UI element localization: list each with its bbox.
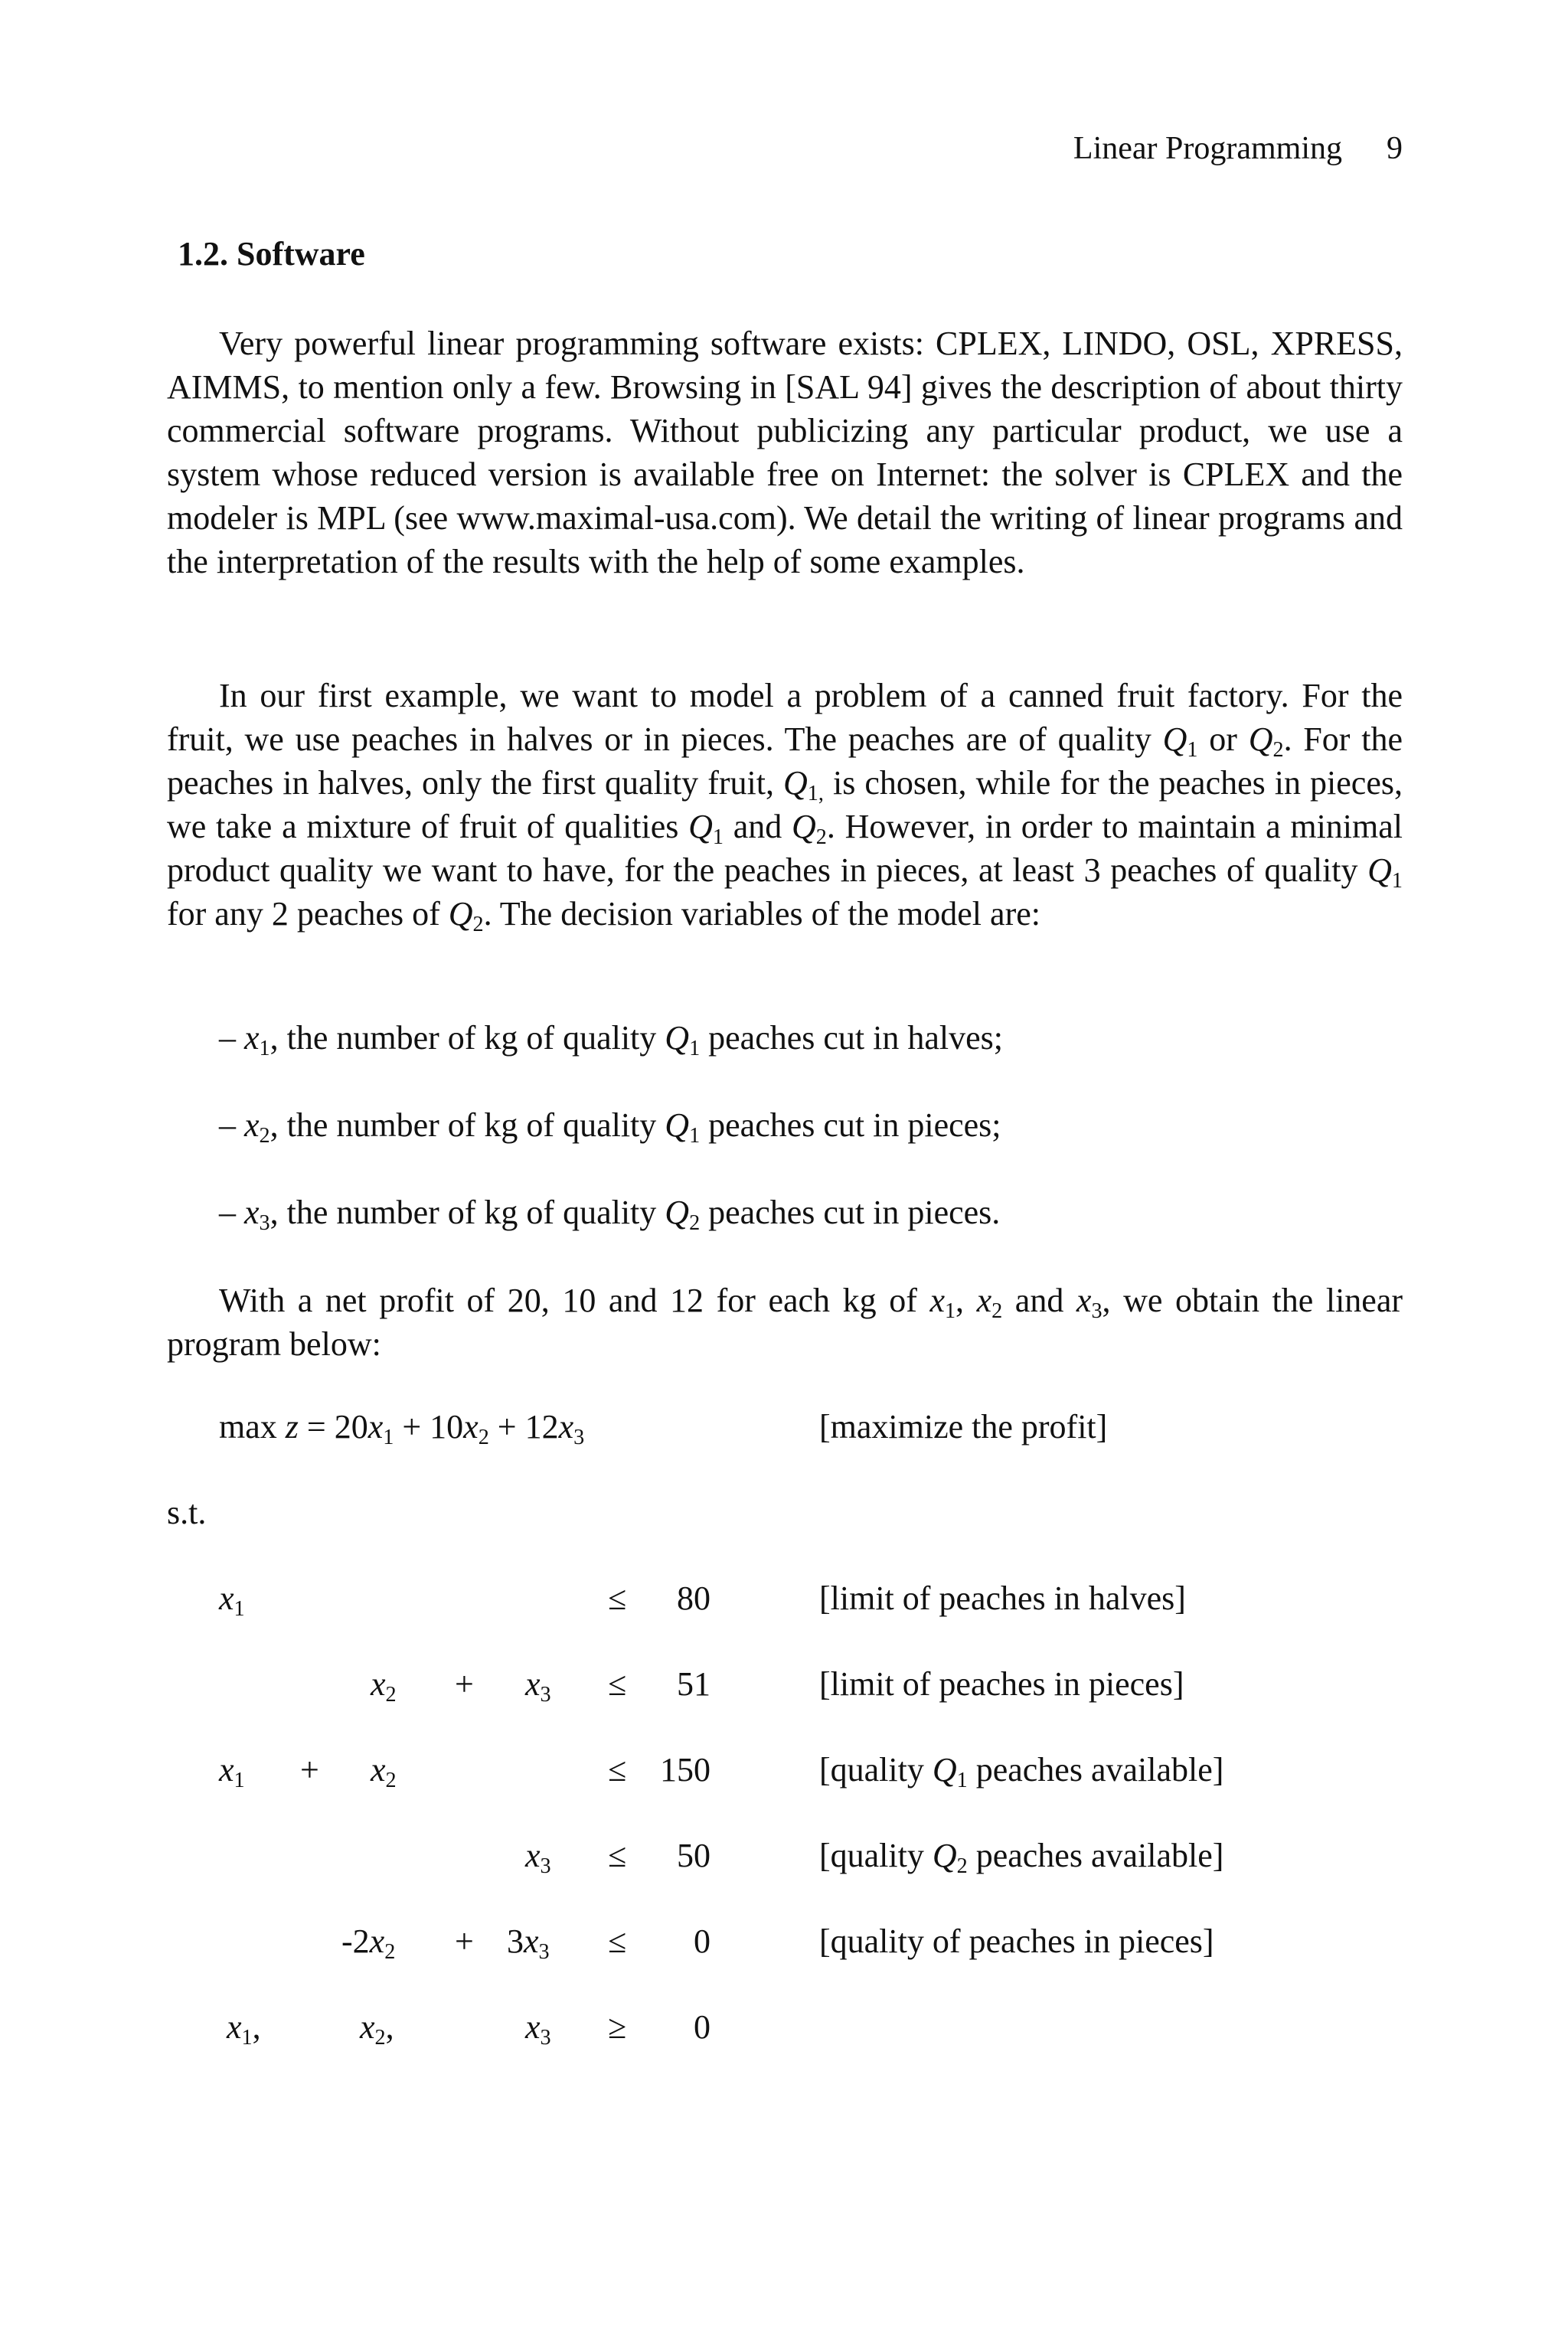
less-equal-sign: ≤ xyxy=(608,1751,627,1788)
constraint-rhs: 51 xyxy=(677,1665,710,1703)
constraint-comment: [quality $Q_2$ peaches available] xyxy=(819,1837,1224,1878)
section-title: 1.2. Software xyxy=(178,235,365,273)
constraint-comment: [quality $Q_1$ peaches available] xyxy=(819,1751,1224,1792)
paragraph-net-profit: With a net profit of 20, 10 and 12 for each kg of $x_1$, $x_2$ and $x_3$, we obtain the linear program below: xyxy=(167,1282,1403,1363)
constraint-term-3x3: $3x_3$ xyxy=(507,1922,550,1964)
variable-definition-x2: – $x_2$, the number of kg of quality $Q_1$ peaches cut in pieces; xyxy=(219,1106,1001,1148)
plus-sign: + xyxy=(300,1751,319,1788)
constraint-term-x2: $x_2$ xyxy=(371,1665,397,1707)
constraint-term-x3: $x_3$ xyxy=(525,2008,551,2050)
greater-equal-sign: ≥ xyxy=(608,2008,627,2046)
less-equal-sign: ≤ xyxy=(608,1665,627,1703)
constraint-term-x3: $x_3$ xyxy=(525,1665,551,1707)
constraint-term-x1: $x_1$ xyxy=(219,1579,245,1621)
variable-definition-x1: – $x_1$, the number of kg of quality $Q_1$ peaches cut in halves; xyxy=(219,1019,1003,1060)
objective-function: $\max z = 20x_1 + 10x_2 + 12x_3$ xyxy=(219,1408,585,1449)
page-number: 9 xyxy=(1387,131,1403,166)
constraint-rhs: 80 xyxy=(677,1579,710,1617)
constraint-comment: [quality of peaches in pieces] xyxy=(819,1922,1214,1960)
constraint-comment: [limit of peaches in pieces] xyxy=(819,1665,1184,1703)
constraint-term-x1: $x_1$, xyxy=(227,2008,261,2050)
constraint-rhs: 0 xyxy=(694,1922,710,1960)
running-title: Linear Programming xyxy=(1073,131,1342,166)
constraint-term-x2: $x_2$, xyxy=(360,2008,394,2050)
constraint-term-neg2x2: $-2x_2$ xyxy=(341,1922,396,1964)
constraint-term-x2: $x_2$ xyxy=(371,1751,397,1792)
less-equal-sign: ≤ xyxy=(608,1579,627,1617)
running-header xyxy=(1073,130,1403,167)
less-equal-sign: ≤ xyxy=(608,1837,627,1874)
less-equal-sign: ≤ xyxy=(608,1922,627,1960)
constraint-term-x1: $x_1$ xyxy=(219,1751,245,1792)
constraint-rhs: 0 xyxy=(694,2008,710,2046)
constraint-term-x3: $x_3$ xyxy=(525,1837,551,1878)
subject-to-label: s.t. xyxy=(167,1494,207,1531)
variable-definition-x3: – $x_3$, the number of kg of quality $Q_2$ peaches cut in pieces. xyxy=(219,1194,1001,1235)
paragraph-canned-fruit-example: In our first example, we want to model a problem of a canned fruit factory. For the fruit, we use peaches in halves or in pieces. The peaches are of quality $Q_1$ or $Q_2$. For the peaches in halves, only the first quality fruit, $Q_{1,}$ is chosen, while for the peaches in pieces, we take a mixture of fruit of qualities $Q_1$ and $Q_2$. However, in order to maintain a minimal product quality we want to have, for the peaches in pieces, at least 3 peaches of quality $Q_1$ for any 2 peaches of $Q_2$. The decision variables of the model are: xyxy=(167,677,1403,936)
constraint-comment: [limit of peaches in halves] xyxy=(819,1579,1186,1617)
constraint-rhs: 150 xyxy=(660,1751,710,1788)
objective-comment: [maximize the profit] xyxy=(819,1408,1108,1446)
plus-sign: + xyxy=(455,1922,474,1960)
paragraph-software-intro: Very powerful linear programming software exists: CPLEX, LINDO, OSL, XPRESS, AIMMS, to mention only a few. Browsing in [SAL 94] gives the description of about thirty commercial software programs. Without publicizing any particular product, we use a system whose reduced version is available free on Internet: the solver is CPLEX and the modeler is MPL (see www.maximal-usa.com). We detail the writing of linear programs and the interpretation of the results with the help of some examples. xyxy=(167,325,1403,580)
constraint-rhs: 50 xyxy=(677,1837,710,1874)
plus-sign: + xyxy=(455,1665,474,1703)
